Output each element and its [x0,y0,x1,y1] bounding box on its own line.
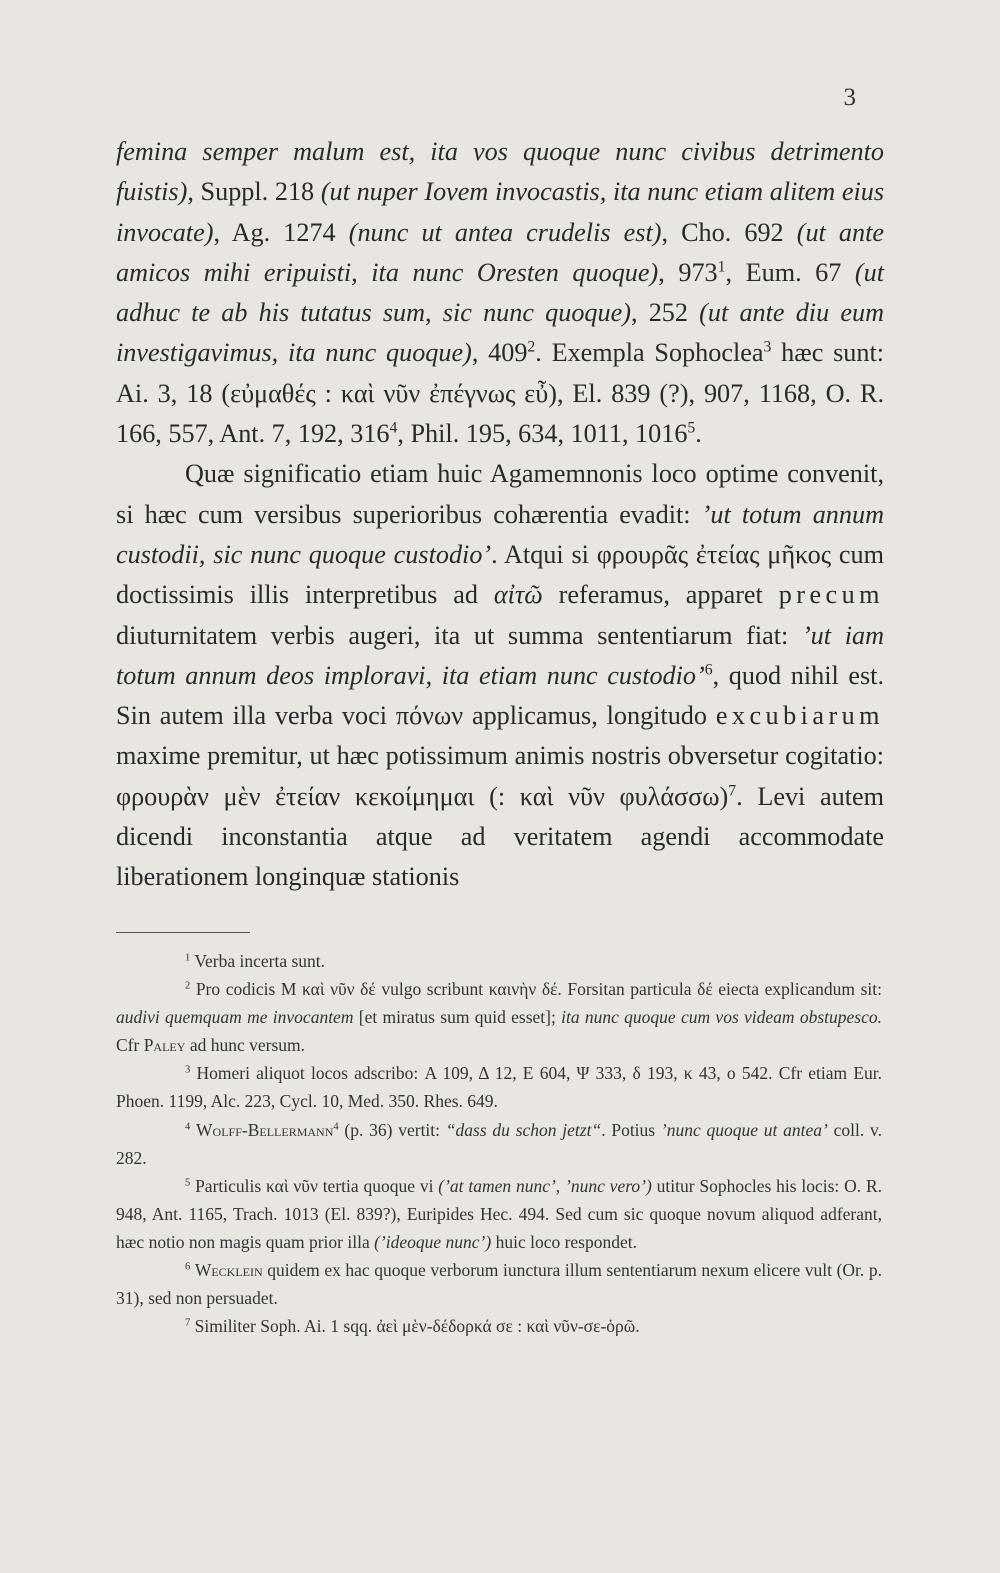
footnote-number: 1 [185,952,191,964]
italic-phrase: femina semper malum est, ita vos quoque nunc civibus detrimento fuistis) [116,137,884,207]
footnote-3: $^3$ Homeri aliquot locos adscribo: Α 109, Δ 12, Ε 604, Ψ 333, δ 193, κ 43, ο 542. Cfr etiam Eur. Phoen. 1199, Alc. 223, Cycl. 10, Med. 350. Rhes. 649. [116,1063,883,1112]
italic-phrase: ita nunc quoque cum vos videam obstupesco. [561,1007,883,1028]
italic-phrase: (’at tamen nunc’, ’nunc vero’) [438,1175,652,1196]
footnote-ref: 2 [527,339,536,357]
footnote-number: 7 [185,1317,191,1329]
footnotes [116,947,882,1340]
footnote-5: $^5$ Particulis καὶ νῦν tertia quoque vi (’at tamen nunc’, ’nunc vero’) utitur Sophocles his locis: O. R. 948, Ant. 1165, Trach. 1013 (El. 839?), Euripides Hec. 494. Sed cum sic quoque novum aliquod adferant, hæc notio non magis quam prior illa (’ideoque nunc’) huic loco respondet. [116,1175,882,1252]
paragraph-2: Quæ significatio etiam huic Agamemnonis loco optime convenit, si hæc cum versibus superioribus cohærentia evadit: ’ut totum annum custodii, sic nunc quoque custodio’. Atqui si φρουρᾶς ἐτείας μῆκος cum doctissimis illis interpretibus ad αἰτῶ referamus, apparet precum diuturnitatem verbis augeri, ita ut summa sententiarum fiat: ’ut iam totum annum deos imploravi, ita etiam nunc custodio’$^6$, quod nihil est. Sin autem illa verba voci πόνων applicamus, longitudo excubiarum maxime premitur, ut hæc potissimum animis nostris obversetur cogitatio: φρουρὰν μὲν ἐτείαν κεκοίμημαι (: καὶ νῦν φυλάσσω)$^7$. Levi autem dicendi inconstantia atque ad veritatem agendi accommodate liberationem longinquæ stationis [116,459,884,892]
main-text [116,132,884,898]
footnote-ref: 6 [704,661,713,679]
footnote-number: 6 [185,1261,191,1273]
paragraph-1: femina semper malum est, ita vos quoque nunc civibus detrimento fuistis), Suppl. 218 (ut nuper Iovem invocastis, ita nunc etiam alitem eius invocate), Ag. 1274 (nunc ut antea crudelis est), Cho. 692 (ut ante amicos mihi eripuisti, ita nunc Oresten quoque), $973^1$, Eum. 67 (ut adhuc te ab his tutatus sum, sic nunc quoque), 252 (ut ante diu eum investigavimus, ita nunc quoque), $409^2$. Exempla Sophoclea$^3$ hæc sunt: Ai. 3, 18 (εὐμαθές : καὶ νῦν ἐπέγνως εὖ), El. 839 (?), 907, 1168, O. R. 166, 557, Ant. 7, 192, $316^4$, Phil. 195, 634, 1011, 1016$^5$. [116,137,885,449]
italic-phrase: (nunc ut antea crudelis est) [348,217,662,247]
author-name: Wolff-Bellermann [196,1119,334,1140]
footnote-ref: 1 [717,258,726,276]
footnote-ref: 5 [687,419,696,437]
footnote-number: 5 [185,1177,191,1189]
italic-phrase: ’nunc quoque ut antea’ [660,1119,828,1140]
italic-phrase: “dass du schon jetzt“ [445,1119,602,1140]
italic-phrase: (ut ante diu eum investigavimus, ita nunc quoque) [116,298,884,368]
italic-phrase: audivi quemquam me invocantem [116,1007,354,1028]
spaced-word: excubiarum [715,701,884,731]
author-name: Paley [143,1035,186,1056]
footnote-divider [116,932,250,933]
italic-phrase: αἰτῶ [493,580,543,610]
spaced-word: precum [778,580,884,610]
footnote-ref: 4 [389,419,398,437]
italic-phrase: ’ut totum annum custodii, sic nunc quoque custodio’ [116,499,884,569]
footnote-number: 2 [185,980,191,992]
footnote-number: 3 [185,1065,191,1077]
footnote-1: $^1$ Verba incerta sunt. [185,951,326,971]
footnote-ref: 3 [763,339,772,357]
footnote-ref: 4 [333,1121,339,1133]
italic-phrase: (ut nuper Iovem invocastis, ita nunc etiam alitem eius invocate) [116,177,885,247]
footnote-7: $^7$ Similiter Soph. Ai. 1 sqq. ἀεὶ μὲν-δέδορκά σε : καὶ νῦν-σε-ὁρῶ. [185,1316,640,1337]
italic-phrase: (ut adhuc te ab his tutatus sum, sic nunc quoque) [116,257,885,328]
footnote-4: $^4$ Wolff-Bellermann$^4$ (p. 36) vertit: “dass du schon jetzt“. Potius ’nunc quoque ut antea’ coll. v. 282. [116,1119,883,1168]
footnote-number: 4 [185,1121,191,1133]
italic-phrase: ’ut iam totum annum deos imploravi, ita etiam nunc custodio’ [116,620,884,690]
italic-phrase: (’ideoque nunc’) [374,1231,492,1252]
author-name: Wecklein [194,1260,263,1281]
italic-phrase: (ut ante amicos mihi eripuisti, ita nunc Oresten quoque) [116,217,884,287]
page-number: 3 [843,84,856,111]
footnote-2: $^2$ Pro codicis M καὶ νῦν δέ vulgo scribunt καινὴν δέ. Forsitan particula δέ eiecta explicandum sit: audivi quemquam me invocantem [et miratus sum quid esset]; ita nunc quoque cum vos videam obstupesco. Cfr Paley ad hunc versum. [116,979,883,1056]
footnote-6: $^6$ Wecklein quidem ex hac quoque verborum iunctura illum sententiarum nexum elicere vult (Or. p. 31), sed non persuadet. [116,1260,882,1309]
footnote-ref: 7 [728,782,737,800]
